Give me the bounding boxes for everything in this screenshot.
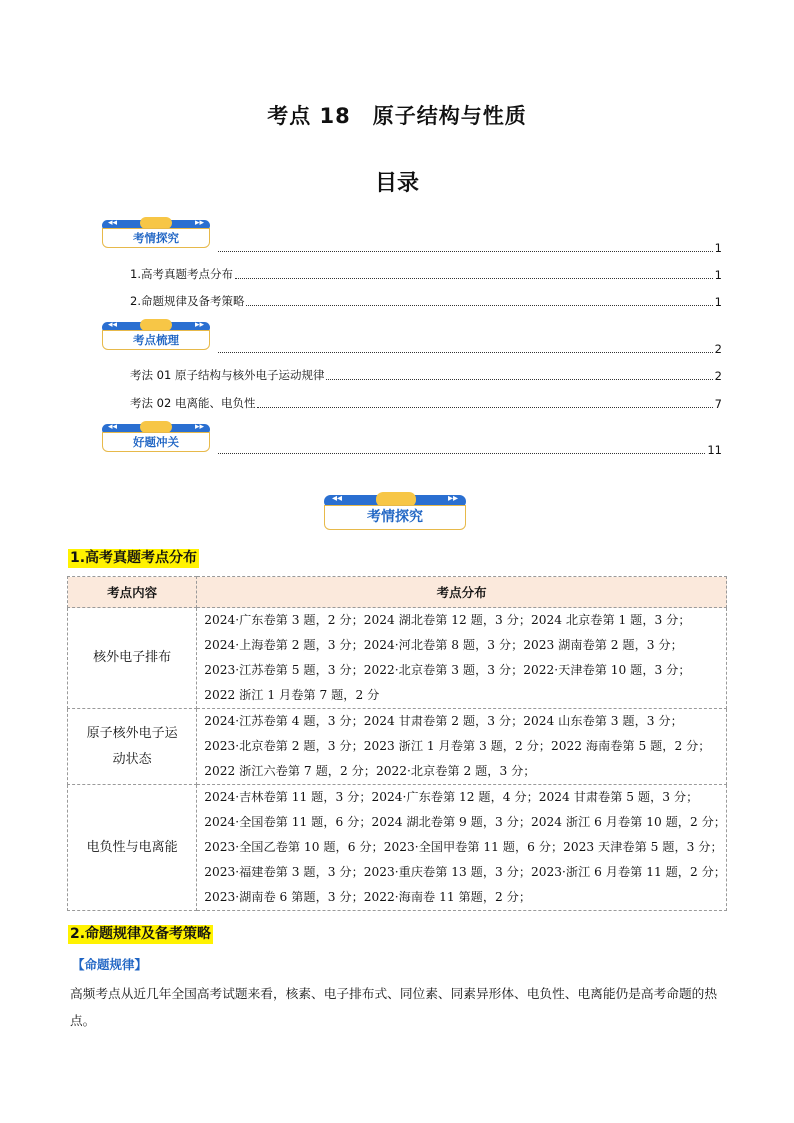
column-header: 考点分布 xyxy=(197,577,727,608)
toc-page-number: 1 xyxy=(714,268,722,282)
badge-label: 考点梳理 xyxy=(102,330,210,350)
toc-entry[interactable]: 2.命题规律及备考策略 1 xyxy=(130,294,722,309)
badge-label: 考情探究 xyxy=(324,505,466,530)
strategy-paragraph: 高频考点从近几年全国高考试题来看，核素、电子排布式、同位素、同素异形体、电负性、电离能仍是高考命题的热点。 xyxy=(70,986,718,1028)
distribution-cell: 2024·江苏卷第 4 题，3 分；2024 甘肃卷第 2 题，3 分；2024 山东卷第 3 题，3 分； 2023·北京卷第 2 题，3 分；2023 浙江 1 月卷第 3 题，2 分；2022 海南卷第 5 题，2 分； 2022 浙江六卷第 7 题，2 分；2022·北京卷第 2 题，3 分； xyxy=(197,709,727,785)
toc-badge-kaodian[interactable] xyxy=(102,320,210,350)
badge-label: 考情探究 xyxy=(102,228,210,248)
arrow-right-icon: ▸▸ xyxy=(447,493,458,504)
toc-page-number: 2 xyxy=(714,369,722,383)
column-header: 考点内容 xyxy=(68,577,197,608)
toc-entry[interactable]: 1.高考真题考点分布 1 xyxy=(130,267,722,282)
toc-badge-haoti[interactable] xyxy=(102,422,210,452)
toc-entry[interactable]: 考法 02 电离能、电负性 7 xyxy=(130,396,722,411)
badge-label: 好题冲关 xyxy=(102,432,210,452)
table-row xyxy=(68,785,727,911)
toc-page-number: 7 xyxy=(714,397,722,411)
topic-cell: 原子核外电子运动状态 xyxy=(68,709,197,785)
strategy-label: 【命题规律】 xyxy=(72,957,148,972)
distribution-cell: 2024·广东卷第 3 题，2 分；2024 湖北卷第 12 题，3 分；2024 北京卷第 1 题，3 分； 2024·上海卷第 2 题，3 分；2024·河北卷第 8 题，3 分；2023 湖南卷第 2 题，3 分； 2023·江苏卷第 5 题，3 分；2022·北京卷第 3 题，3 分；2022·天津卷第 10 题，3 分； 2022 浙江 1 月卷第 7 题，2 分 xyxy=(197,608,727,709)
toc-page-number: 1 xyxy=(714,241,722,255)
toc-entry[interactable]: 考法 01 原子结构与核外电子运动规律 2 xyxy=(130,368,722,383)
arrow-right-icon: ▸▸ xyxy=(194,218,204,228)
arrow-left-icon: ◂◂ xyxy=(108,218,118,228)
toc-page-number: 11 xyxy=(707,443,722,457)
arrow-left-icon: ◂◂ xyxy=(332,493,343,504)
topic-cell: 电负性与电离能 xyxy=(68,785,197,911)
toc-page-number: 1 xyxy=(714,295,722,309)
table-row xyxy=(68,608,727,709)
toc-entry[interactable] xyxy=(216,241,722,255)
table-row xyxy=(68,709,727,785)
arrow-right-icon: ▸▸ xyxy=(194,320,204,330)
distribution-table xyxy=(67,576,727,911)
arrow-left-icon: ◂◂ xyxy=(108,422,118,432)
toc-heading: 目录 xyxy=(374,171,419,196)
toc-page-number: 2 xyxy=(714,342,722,356)
table-header-row xyxy=(68,577,727,608)
section-heading-strategy: 2.命题规律及备考策略 xyxy=(70,926,212,942)
distribution-cell: 2024·吉林卷第 11 题，3 分；2024·广东卷第 12 题，4 分；2024 甘肃卷第 5 题，3 分； 2024·全国卷第 11 题，6 分；2024 湖北卷第 9 题，3 分；2024 浙江 6 月卷第 10 题，2 分； 2023·全国乙卷第 10 题，6 分；2023·全国甲卷第 11 题，6 分；2023 天津卷第 5 题，3 分； 2023·福建卷第 3 题，3 分；2023·重庆卷第 13 题，3 分；2023·浙江 6 月卷第 11 题，2 分； 2023·湖南卷 6 第题，3 分；2022·海南卷 11 第题，2 分； xyxy=(197,785,727,911)
topic-cell: 核外电子排布 xyxy=(68,608,197,709)
toc-entry[interactable] xyxy=(216,443,722,457)
section-badge xyxy=(324,493,466,531)
page-title: 考点 18 原子结构与性质 xyxy=(267,104,527,128)
toc-badge-kaoqing[interactable] xyxy=(102,218,210,248)
toc-entry[interactable] xyxy=(216,342,722,356)
section-heading-distribution: 1.高考真题考点分布 xyxy=(70,550,198,566)
arrow-right-icon: ▸▸ xyxy=(194,422,204,432)
arrow-left-icon: ◂◂ xyxy=(108,320,118,330)
